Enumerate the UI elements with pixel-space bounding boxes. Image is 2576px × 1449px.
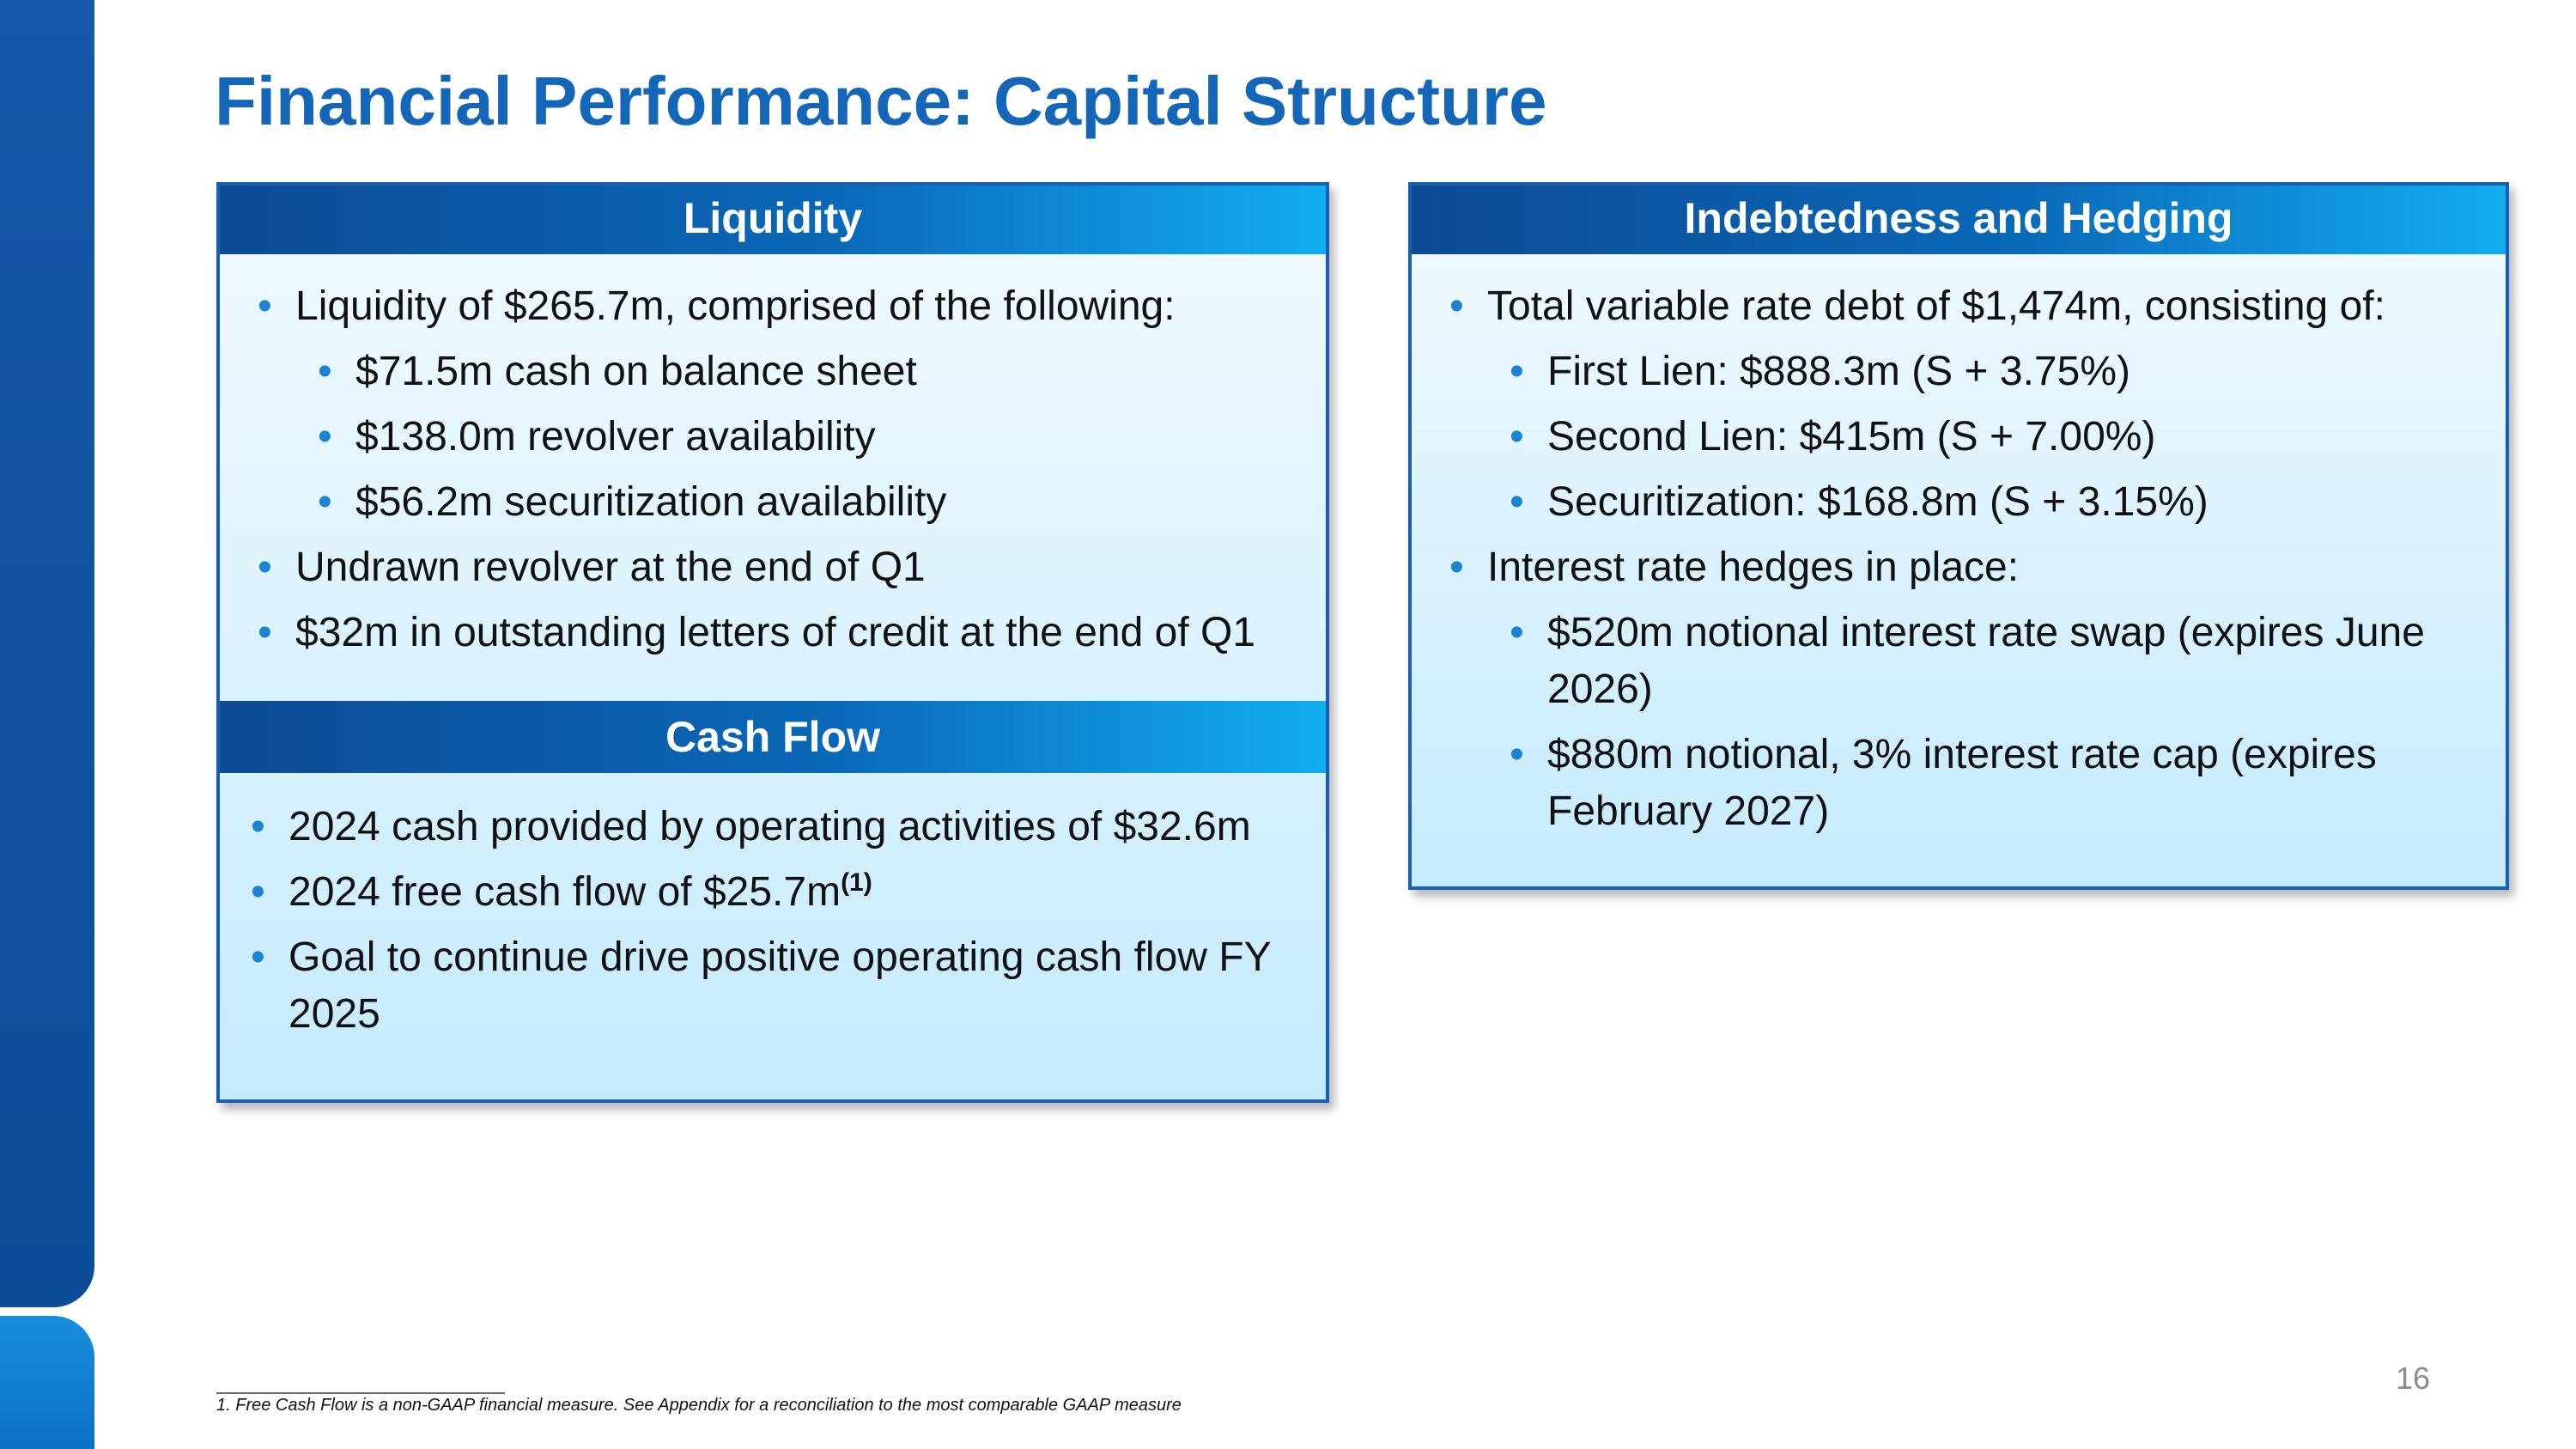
indebtedness-list	[1487, 278, 2492, 849]
list-item	[289, 864, 1319, 921]
list-item: • Goal to continue drive positive operating cash flow FY 2025	[289, 929, 1319, 1043]
sidebar-accent-top	[0, 0, 94, 1307]
list-item: • $880m notional, 3% interest rate cap (expires February 2027)	[1547, 727, 2492, 840]
liquidity-cashflow-panel	[216, 182, 1329, 1103]
indebtedness-panel	[1408, 182, 2509, 890]
list-item: • Liquidity of $265.7m, comprised of the following:	[295, 278, 1317, 335]
footnote-divider	[216, 1392, 505, 1394]
list-item: • Total variable rate debt of $1,474m, consisting of:	[1487, 278, 2492, 335]
page-number: 16	[2396, 1361, 2431, 1396]
footnote: 1. Free Cash Flow is a non-GAAP financial measure. See Appendix for a reconciliation to the most comparable GAAP measure	[216, 1396, 1182, 1415]
list-item: • $71.5m cash on balance sheet	[355, 344, 1317, 400]
list-item: • $56.2m securitization availability	[355, 474, 1317, 531]
liquidity-header: Liquidity	[216, 182, 1329, 254]
footnote-reference: (1)	[841, 868, 872, 897]
list-item: • Interest rate hedges in place:	[1487, 539, 2492, 596]
indebtedness-header: Indebtedness and Hedging	[1408, 182, 2509, 254]
list-item: • Second Lien: $415m (S + 7.00%)	[1547, 409, 2492, 466]
list-item: • $32m in outstanding letters of credit at the end of Q1	[295, 605, 1317, 661]
sidebar-accent-bottom	[0, 1316, 94, 1449]
list-item: • 2024 cash provided by operating activities of $32.6m	[289, 799, 1319, 855]
list-item: • $138.0m revolver availability	[355, 409, 1317, 466]
liquidity-list	[295, 278, 1317, 670]
list-item: • $520m notional interest rate swap (expires June 2026)	[1547, 605, 2492, 718]
list-item: • Undrawn revolver at the end of Q1	[295, 539, 1317, 596]
page-title: Financial Performance: Capital Structure	[215, 63, 1547, 139]
list-item: • First Lien: $888.3m (S + 3.75%)	[1547, 344, 2492, 400]
list-item-text: 2024 free cash flow of $25.7m	[289, 869, 841, 915]
cash-flow-list	[289, 799, 1319, 1051]
cash-flow-header: Cash Flow	[216, 701, 1329, 773]
list-item: • Securitization: $168.8m (S + 3.15%)	[1547, 474, 2492, 531]
